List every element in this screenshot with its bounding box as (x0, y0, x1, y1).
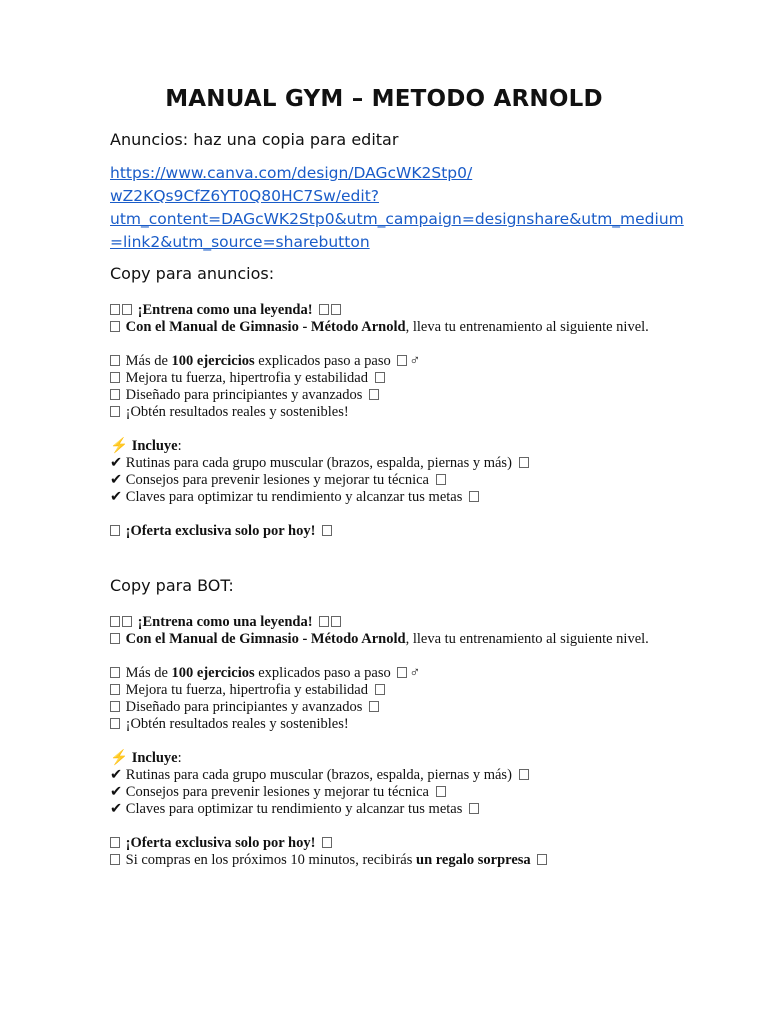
section-bot-heading: Copy para BOT: (110, 576, 234, 595)
emoji-glyph-icon (397, 355, 407, 366)
includes-colon: : (177, 438, 182, 454)
male-sign-icon: ♂ (409, 353, 421, 369)
bonus-line (110, 852, 670, 869)
bullet-line (110, 682, 670, 699)
bullet-line (110, 716, 670, 733)
lightning-icon: ⚡ (110, 438, 129, 454)
emoji-glyph-icon (397, 667, 407, 678)
headline-text: ¡Entrena como una leyenda! (137, 302, 313, 318)
includes-line (110, 438, 670, 455)
intro-bold: Con el Manual de Gimnasio - Método Arnold (125, 631, 406, 647)
offer-line (110, 835, 670, 852)
bullet-bold: 100 ejercicios (171, 665, 255, 681)
offer-line (110, 523, 670, 540)
emoji-glyph-icon (110, 304, 120, 315)
emoji-glyph-icon (122, 304, 132, 315)
emoji-glyph-icon (110, 355, 120, 366)
emoji-glyph-icon (110, 633, 120, 644)
offer-text: ¡Oferta exclusiva solo por hoy! (125, 523, 316, 539)
bonus-pre: Si compras en los próximos 10 minutos, recibirás (125, 852, 416, 868)
include-item (110, 767, 670, 784)
bullet-text: Mejora tu fuerza, hipertrofia y estabilidad (125, 370, 368, 386)
emoji-glyph-icon (110, 837, 120, 848)
emoji-glyph-icon (331, 616, 341, 627)
bot-copy-block (110, 614, 670, 869)
male-sign-icon: ♂ (409, 665, 421, 681)
emoji-glyph-icon (322, 837, 332, 848)
include-text: Rutinas para cada grupo muscular (brazos, espalda, piernas y más) (125, 455, 512, 471)
bullet-post: explicados paso a paso (254, 665, 391, 681)
include-text: Consejos para prevenir lesiones y mejorar tu técnica (125, 784, 429, 800)
check-icon: ✔ (110, 767, 123, 783)
emoji-glyph-icon (369, 701, 379, 712)
bullet-text: Diseñado para principiantes y avanzados (125, 387, 363, 403)
emoji-glyph-icon (110, 854, 120, 865)
bullet-text: ¡Obtén resultados reales y sostenibles! (125, 716, 349, 732)
intro-bold: Con el Manual de Gimnasio - Método Arnold (125, 319, 406, 335)
bullet-pre: Más de (125, 665, 172, 681)
includes-bold: Incluye (131, 750, 178, 766)
offer-text: ¡Oferta exclusiva solo por hoy! (125, 835, 316, 851)
emoji-glyph-icon (436, 474, 446, 485)
emoji-glyph-icon (436, 786, 446, 797)
emoji-glyph-icon (110, 406, 120, 417)
bullet-line (110, 353, 670, 370)
emoji-glyph-icon (110, 701, 120, 712)
bullet-text: Mejora tu fuerza, hipertrofia y estabilidad (125, 682, 368, 698)
canva-link[interactable] (110, 162, 684, 254)
emoji-glyph-icon (375, 372, 385, 383)
emoji-glyph-icon (110, 616, 120, 627)
emoji-glyph-icon (519, 769, 529, 780)
link-line[interactable]: utm_content=DAGcWK2Stp0&utm_campaign=designshare&utm_medium (110, 210, 684, 228)
include-item (110, 455, 670, 472)
emoji-glyph-icon (319, 616, 329, 627)
emoji-glyph-icon (110, 321, 120, 332)
bullet-text: Diseñado para principiantes y avanzados (125, 699, 363, 715)
check-icon: ✔ (110, 472, 123, 488)
emoji-glyph-icon (110, 684, 120, 695)
bullet-bold: 100 ejercicios (171, 353, 255, 369)
headline-line (110, 302, 670, 319)
emoji-glyph-icon (110, 372, 120, 383)
document-title: MANUAL GYM – METODO ARNOLD (165, 86, 603, 112)
bullet-text: ¡Obtén resultados reales y sostenibles! (125, 404, 349, 420)
link-line[interactable]: https://www.canva.com/design/DAGcWK2Stp0/ (110, 164, 473, 182)
link-line[interactable]: wZ2KQs9CfZ6YT0Q80HC7Sw/edit? (110, 187, 380, 205)
emoji-glyph-icon (122, 616, 132, 627)
bonus-bold: un regalo sorpresa (416, 852, 531, 868)
bullet-line (110, 387, 670, 404)
intro-line (110, 631, 670, 648)
headline-line (110, 614, 670, 631)
emoji-glyph-icon (331, 304, 341, 315)
ads-instruction: Anuncios: haz una copia para editar (110, 130, 399, 149)
lightning-icon: ⚡ (110, 750, 129, 766)
intro-rest: , lleva tu entrenamiento al siguiente nivel. (405, 631, 649, 647)
intro-line (110, 319, 670, 336)
emoji-glyph-icon (375, 684, 385, 695)
check-icon: ✔ (110, 801, 123, 817)
ads-copy-block (110, 302, 670, 540)
include-item (110, 784, 670, 801)
emoji-glyph-icon (369, 389, 379, 400)
include-text: Claves para optimizar tu rendimiento y alcanzar tus metas (125, 489, 463, 505)
emoji-glyph-icon (110, 718, 120, 729)
include-text: Consejos para prevenir lesiones y mejorar tu técnica (125, 472, 429, 488)
include-item (110, 472, 670, 489)
emoji-glyph-icon (469, 491, 479, 502)
include-item (110, 801, 670, 818)
emoji-glyph-icon (110, 525, 120, 536)
include-item (110, 489, 670, 506)
emoji-glyph-icon (110, 667, 120, 678)
emoji-glyph-icon (319, 304, 329, 315)
include-text: Claves para optimizar tu rendimiento y alcanzar tus metas (125, 801, 463, 817)
bullet-line (110, 404, 670, 421)
bullet-post: explicados paso a paso (254, 353, 391, 369)
link-line[interactable]: =link2&utm_source=sharebutton (110, 233, 370, 251)
emoji-glyph-icon (519, 457, 529, 468)
emoji-glyph-icon (110, 389, 120, 400)
emoji-glyph-icon (469, 803, 479, 814)
includes-colon: : (177, 750, 182, 766)
check-icon: ✔ (110, 455, 123, 471)
bullet-line (110, 665, 670, 682)
includes-bold: Incluye (131, 438, 178, 454)
bullet-line (110, 370, 670, 387)
emoji-glyph-icon (322, 525, 332, 536)
check-icon: ✔ (110, 784, 123, 800)
section-ads-heading: Copy para anuncios: (110, 264, 275, 283)
headline-text: ¡Entrena como una leyenda! (137, 614, 313, 630)
check-icon: ✔ (110, 489, 123, 505)
bullet-pre: Más de (125, 353, 172, 369)
include-text: Rutinas para cada grupo muscular (brazos, espalda, piernas y más) (125, 767, 512, 783)
includes-line (110, 750, 670, 767)
intro-rest: , lleva tu entrenamiento al siguiente nivel. (405, 319, 649, 335)
emoji-glyph-icon (537, 854, 547, 865)
bullet-line (110, 699, 670, 716)
